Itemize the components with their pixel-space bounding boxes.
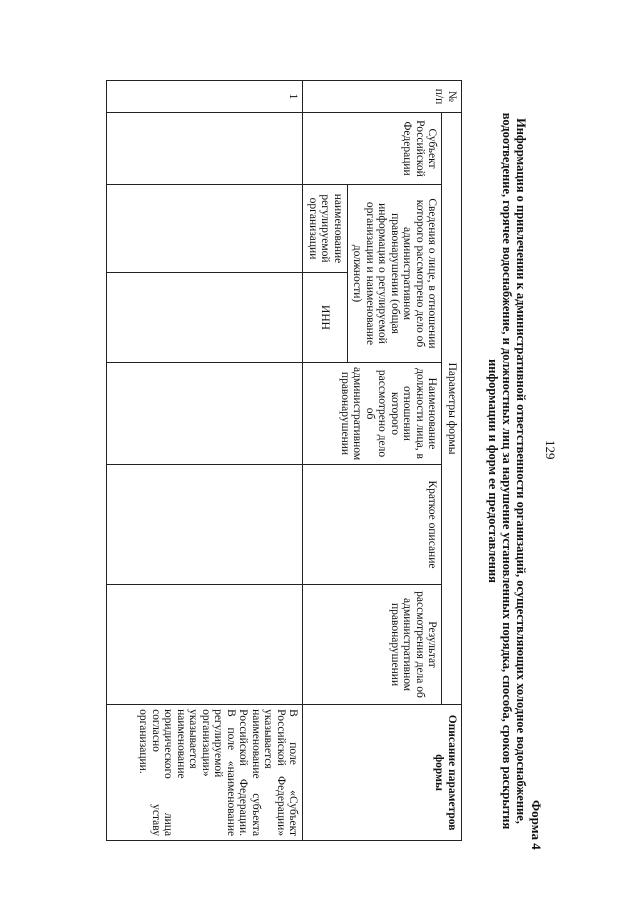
header-number: № п/п xyxy=(303,81,462,113)
header-description: Описание параметров формы xyxy=(303,705,462,841)
header-subject: Субъект Российской Федерации xyxy=(303,113,442,185)
form-label: Форма 4 xyxy=(529,800,544,850)
header-org-name: наименование регулируемой организации xyxy=(303,185,348,273)
cell-position xyxy=(107,363,303,465)
cell-brief xyxy=(107,465,303,585)
form-table xyxy=(107,80,463,841)
row-index: 1 xyxy=(107,81,303,113)
cell-inn xyxy=(107,273,303,363)
row-description: В поле «Субъект Российской Федерации» указывается наименование субъекта Российской Федерации. В поле «наименование регулируемой организации» указывается наименование юридического лица согласно уставу организации. xyxy=(107,705,303,841)
header-position: Наименование должности лица, в отношении которого рассмотрено дело об административном правонарушении xyxy=(303,363,442,465)
header-row-1 xyxy=(442,81,462,841)
header-brief: Краткое описание xyxy=(303,465,442,585)
cell-org-name xyxy=(107,185,303,273)
page-number: 129 xyxy=(543,440,558,460)
header-result: Результат рассмотрения дела об административном правонарушении xyxy=(303,585,442,705)
cell-subject xyxy=(107,113,303,185)
cell-result xyxy=(107,585,303,705)
document-title: Информация о привлечении к административной ответственности организаций, осуществляющих холодное водоснабжение, водоотведение, горячее водоснабжение, и должностных лиц за нарушение установленных порядка, способа, сроков раскрытия информации и форм ее предоставления xyxy=(486,112,528,830)
table-row xyxy=(107,81,303,841)
header-inn: ИНН xyxy=(303,273,348,363)
header-person-info: Сведения о лице, в отношении которого рассмотрено дело об административном правонарушении (общая информация о регулируемой организации и наименование должности) xyxy=(348,185,443,363)
header-params: Параметры формы xyxy=(442,113,462,705)
